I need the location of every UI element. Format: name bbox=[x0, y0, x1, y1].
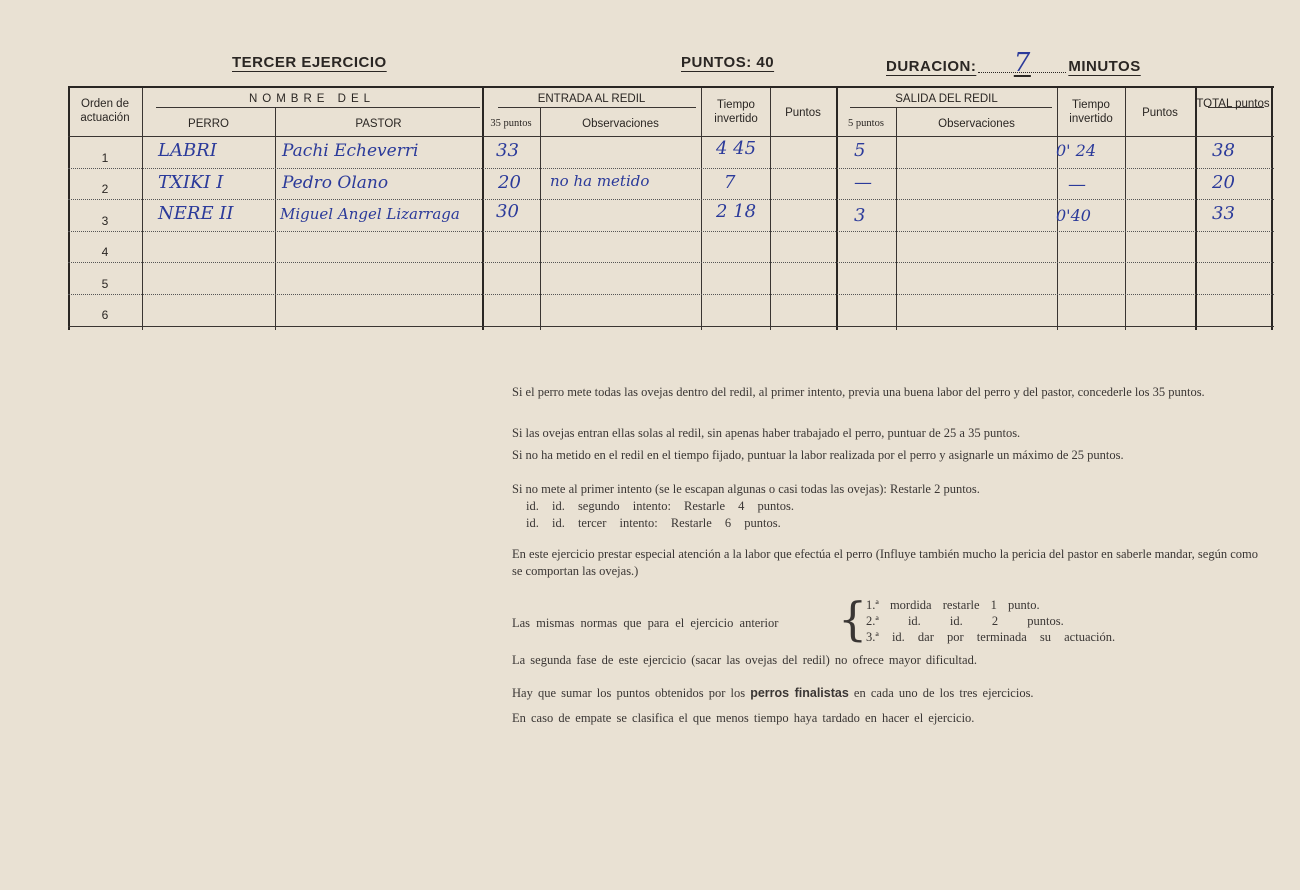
row-3-perro: NERE II bbox=[158, 203, 234, 224]
row-2-pastor: Pedro Olano bbox=[282, 173, 389, 193]
puntuacion-1 bbox=[512, 685, 1258, 702]
row-1-pastor: Pachi Echeverri bbox=[282, 141, 419, 161]
col-orden: Orden de actuación bbox=[80, 98, 130, 124]
group-entrada: ENTRADA AL REDIL bbox=[537, 93, 646, 105]
brace-icon: { bbox=[838, 592, 868, 646]
col-puntos-1: Puntos bbox=[785, 107, 821, 119]
duration-field bbox=[886, 48, 1148, 78]
row-2-tiempo: 7 bbox=[724, 172, 736, 193]
row-1-tiempo: 4 45 bbox=[716, 138, 757, 159]
row-3-pastor: Miguel Angel Lizarraga bbox=[280, 205, 460, 223]
row-1-entrada-puntos: 33 bbox=[496, 140, 519, 161]
puntuacion-1-c: en cada uno de los tres ejercicios. bbox=[853, 686, 1034, 700]
row-3-tiempo: 2 18 bbox=[716, 201, 757, 222]
row-2-observaciones: no ha metido bbox=[550, 172, 650, 190]
row-1-total: 38 bbox=[1212, 140, 1235, 161]
row-1-salida-puntos: 5 bbox=[854, 140, 866, 161]
row-2-total: 20 bbox=[1212, 172, 1235, 193]
row-number: 1 bbox=[101, 151, 109, 165]
mordida-3: 3.ª id. dar por terminada su actuación. bbox=[866, 630, 1116, 644]
col-entrada-puntos: 35 puntos bbox=[490, 118, 532, 129]
puntuacion-1-a: Hay que sumar los puntos obtenidos por los bbox=[512, 686, 746, 700]
row-2-tiempo-2: — bbox=[1068, 174, 1086, 195]
mordida-1: 1.ª mordida restarle 1 punto. bbox=[866, 598, 1040, 612]
col-tiempo-2: Tiempo invertido bbox=[1069, 99, 1113, 125]
col-total: TOTAL puntos bbox=[1196, 98, 1270, 110]
row-3-entrada-puntos: 30 bbox=[496, 201, 519, 222]
row-2-perro: TXIKI I bbox=[158, 172, 224, 193]
intentos-3: id. id. tercer intento: Restarle 6 puntos. bbox=[526, 516, 781, 530]
group-salida: SALIDA DEL REDIL bbox=[895, 93, 998, 105]
normas-paragraph-2: Si las ovejas entran ellas solas al redil, sin apenas haber trabajado el perro, puntuar de 25 a 35 puntos. bbox=[512, 426, 1021, 440]
duration-value: 7 bbox=[978, 54, 1066, 73]
puntuacion-finalistas: perros finalistas bbox=[750, 686, 849, 700]
row-number: 6 bbox=[101, 308, 109, 322]
exercise-title: TERCER EJERCICIO bbox=[232, 54, 387, 71]
row-number: 3 bbox=[101, 214, 109, 228]
row-3-total: 33 bbox=[1212, 203, 1235, 224]
row-2-entrada-puntos: 20 bbox=[498, 172, 521, 193]
normas-paragraph-1: Si el perro mete todas las ovejas dentro del redil, al primer intento, previa una buena labor del perro y del pastor, concederle los 35 puntos. bbox=[512, 385, 1205, 399]
normas-paragraph-3: Si no ha metido en el redil en el tiempo fijado, puntuar la labor realizada por el perro y asignarle un máximo de 25 puntos. bbox=[512, 448, 1124, 462]
row-1-tiempo-2: 0' 24 bbox=[1056, 141, 1097, 160]
atencion-paragraph: En este ejercicio prestar especial atención a la labor que efectúa el perro (Influye también mucho la pericia del pastor en saberle mandar, según como se comportan las ovejas.) bbox=[512, 547, 1258, 578]
row-2-salida-puntos: — bbox=[854, 172, 872, 193]
row-3-salida-puntos: 3 bbox=[854, 205, 866, 226]
score-table bbox=[68, 86, 1274, 330]
group-nombre: NOMBRE DEL bbox=[248, 93, 376, 105]
row-number: 5 bbox=[101, 277, 109, 291]
intentos-1: Si no mete al primer intento (se le escapan algunas o casi todas las ovejas): Restarle 2 puntos. bbox=[512, 482, 980, 496]
col-tiempo-1: Tiempo invertido bbox=[714, 99, 758, 125]
col-perro: PERRO bbox=[188, 118, 229, 130]
puntuacion-2: En caso de empate se clasifica el que menos tiempo haya tardado en hacer el ejercicio. bbox=[512, 711, 975, 725]
segunda-fase: La segunda fase de este ejercicio (sacar las ovejas del redil) no ofrece mayor dificultad. bbox=[512, 653, 977, 667]
col-salida-puntos: 5 puntos bbox=[848, 118, 884, 129]
col-pastor: PASTOR bbox=[355, 118, 402, 130]
duration-label: DURACION: bbox=[886, 58, 977, 75]
col-entrada-observaciones: Observaciones bbox=[582, 118, 659, 130]
intentos-2: id. id. segundo intento: Restarle 4 puntos. bbox=[526, 499, 794, 513]
row-number: 4 bbox=[101, 245, 109, 259]
points-label: PUNTOS: 40 bbox=[681, 54, 775, 71]
row-number: 2 bbox=[101, 182, 109, 196]
mordida-2: 2.ª id. id. 2 puntos. bbox=[866, 614, 1064, 628]
row-1-perro: LABRI bbox=[158, 140, 217, 161]
duration-unit: MINUTOS bbox=[1068, 58, 1141, 75]
mordidas-text: Las mismas normas que para el ejercicio anterior bbox=[512, 616, 779, 630]
row-3-tiempo-2: 0'40 bbox=[1056, 206, 1091, 225]
col-puntos-2: Puntos bbox=[1142, 107, 1178, 119]
col-salida-observaciones: Observaciones bbox=[938, 118, 1015, 130]
